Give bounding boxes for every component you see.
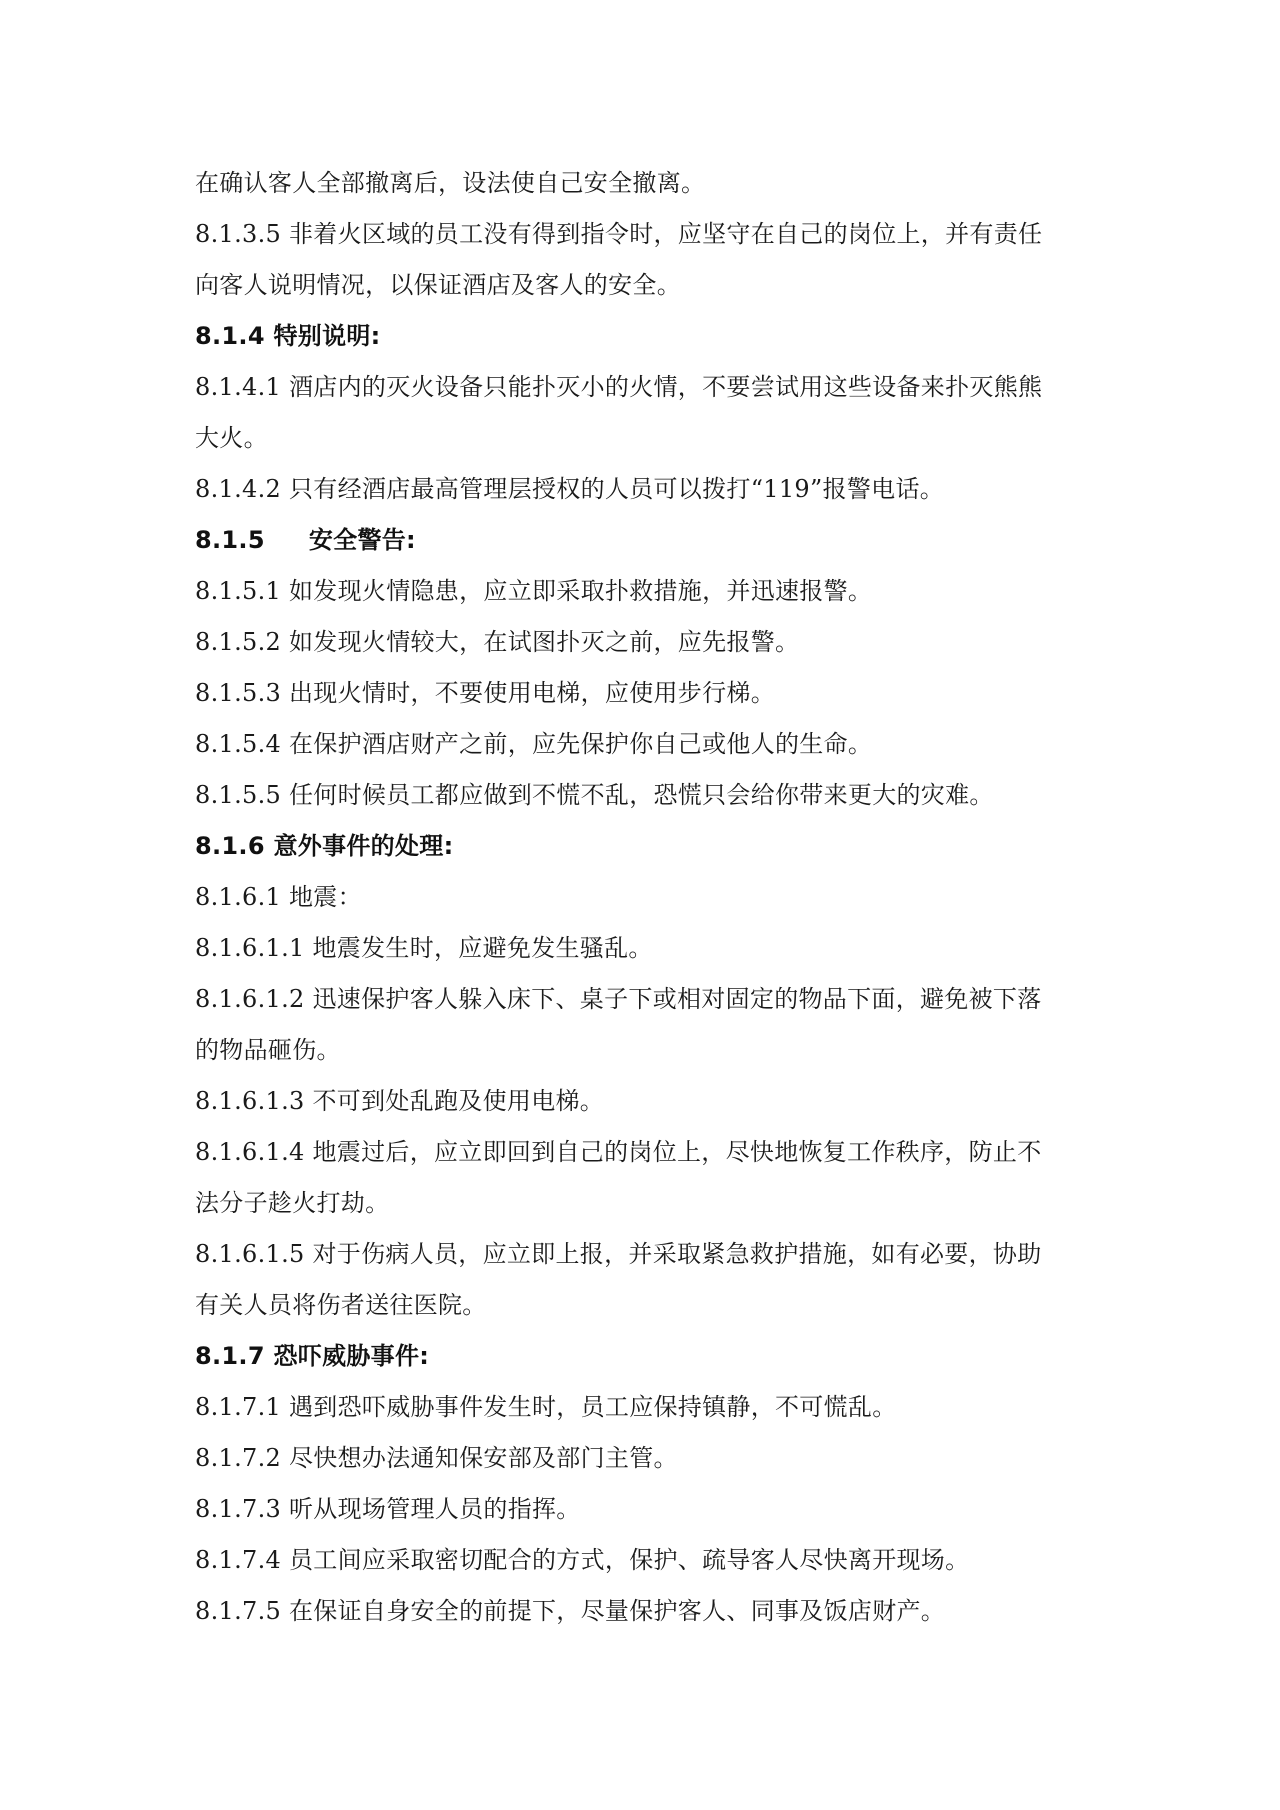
paragraph-line: 8.1.6.1.4 地震过后，应立即回到自己的岗位上，尽快地恢复工作秩序，防止不 [195, 1138, 1042, 1166]
paragraph-line: 8.1.4.2 只有经酒店最高管理层授权的人员可以拨打“119”报警电话。 [195, 475, 945, 503]
paragraph-line: 8.1.6.1.5 对于伤病人员，应立即上报，并采取紧急救护措施，如有必要，协助 [195, 1240, 1042, 1268]
section-heading-8-1-4: 8.1.4 特别说明: [195, 322, 381, 350]
paragraph-line: 8.1.7.4 员工间应采取密切配合的方式，保护、疏导客人尽快离开现场。 [195, 1546, 970, 1574]
paragraph-line: 8.1.5.1 如发现火情隐患，应立即采取扑救措施，并迅速报警。 [195, 577, 873, 605]
paragraph-line: 8.1.5.2 如发现火情较大，在试图扑灭之前，应先报警。 [195, 628, 800, 656]
paragraph-line: 向客人说明情况，以保证酒店及客人的安全。 [195, 271, 681, 299]
section-heading-8-1-7: 8.1.7 恐吓威胁事件: [195, 1342, 430, 1370]
document-body [195, 158, 1095, 1637]
paragraph-line: 8.1.3.5 非着火区域的员工没有得到指令时，应坚守在自己的岗位上，并有责任 [195, 220, 1043, 248]
paragraph-line: 8.1.5.3 出现火情时，不要使用电梯，应使用步行梯。 [195, 679, 775, 707]
paragraph-line: 8.1.7.3 听从现场管理人员的指挥。 [195, 1495, 581, 1523]
paragraph-line: 8.1.7.1 遇到恐吓威胁事件发生时，员工应保持镇静，不可慌乱。 [195, 1393, 897, 1421]
paragraph-line: 8.1.6.1.3 不可到处乱跑及使用电梯。 [195, 1087, 605, 1115]
paragraph-line: 有关人员将伤者送往医院。 [195, 1291, 487, 1319]
paragraph-line: 8.1.6.1 地震： [195, 883, 362, 911]
paragraph-line: 8.1.6.1.1 地震发生时，应避免发生骚乱。 [195, 934, 653, 962]
section-number: 8.1.5 [195, 526, 265, 554]
paragraph-line: 8.1.6.1.2 迅速保护客人躲入床下、桌子下或相对固定的物品下面，避免被下落 [195, 985, 1042, 1013]
paragraph-line: 在确认客人全部撤离后，设法使自己安全撤离。 [195, 169, 706, 197]
paragraph-line: 8.1.7.2 尽快想办法通知保安部及部门主管。 [195, 1444, 678, 1472]
paragraph-line: 大火。 [195, 424, 268, 452]
section-heading-8-1-5 [195, 515, 1095, 566]
paragraph-line: 8.1.5.5 任何时候员工都应做到不慌不乱，恐慌只会给你带来更大的灾难。 [195, 781, 994, 809]
paragraph-line: 法分子趁火打劫。 [195, 1189, 390, 1217]
paragraph-line: 8.1.4.1 酒店内的灭火设备只能扑灭小的火情，不要尝试用这些设备来扑灭熊熊 [195, 373, 1043, 401]
paragraph-line: 8.1.5.4 在保护酒店财产之前，应先保护你自己或他人的生命。 [195, 730, 873, 758]
section-title: 安全警告: [308, 526, 416, 554]
section-heading-8-1-6: 8.1.6 意外事件的处理: [195, 832, 454, 860]
paragraph-line: 8.1.7.5 在保证自身安全的前提下，尽量保护客人、同事及饭店财产。 [195, 1597, 946, 1625]
paragraph-line: 的物品砸伤。 [195, 1036, 341, 1064]
